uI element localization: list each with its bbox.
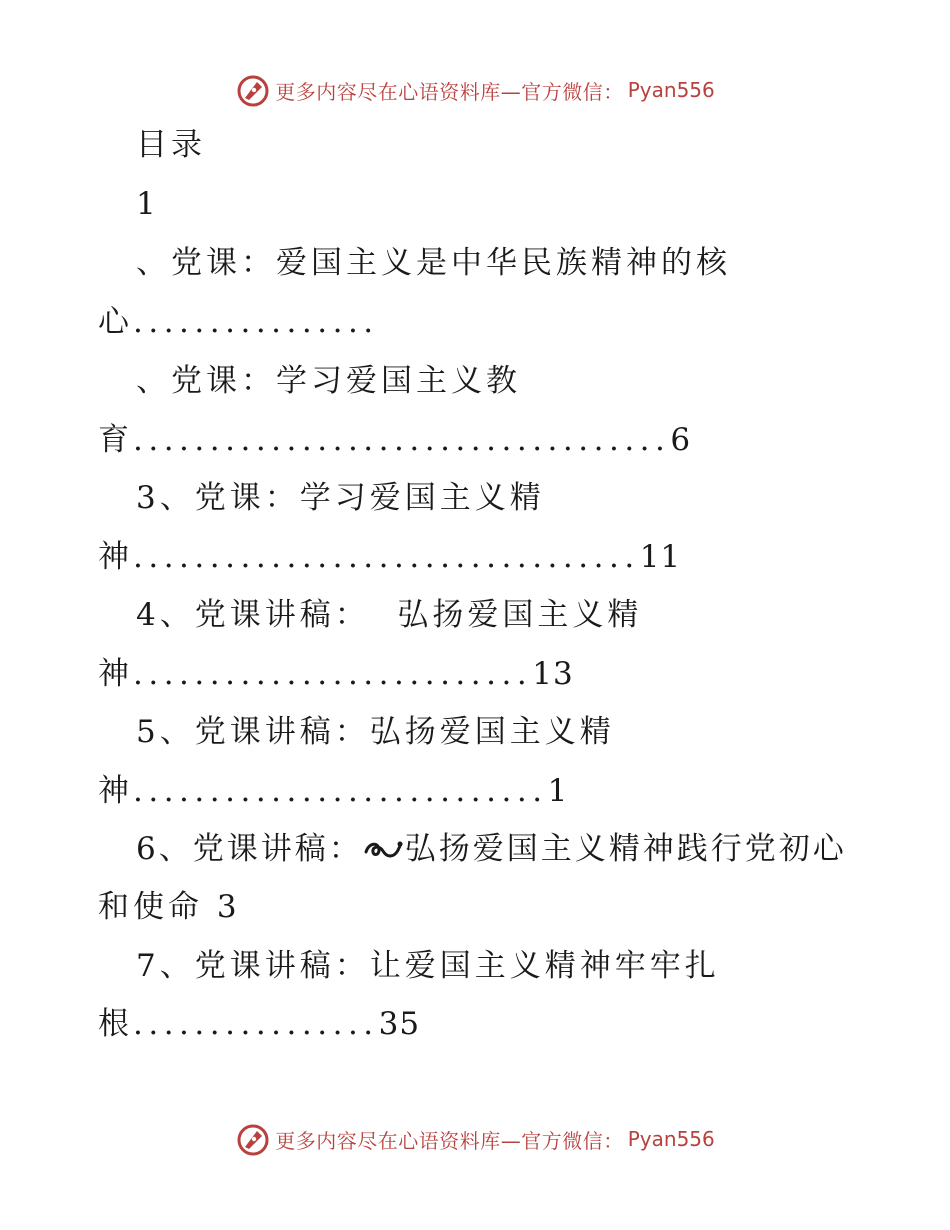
toc-entry-7-tail: 根................35 [98,1006,421,1042]
toc-entry-2-page: 6 [670,422,692,458]
toc-entry-3-tail: 神.................................11 [98,539,682,575]
toc-entry-7-page: 35 [378,1006,421,1042]
toc-entry-4-title: 4、党课讲稿： 弘扬爱国主义精 [136,597,643,633]
toc-entry-5-page: 1 [547,773,569,809]
toc-entry-6-page: 3 [216,889,238,925]
toc-entry-5-tail: 神...........................1 [98,773,569,809]
toc-entry-4-page: 13 [532,656,574,692]
pen-nib-logo-icon [235,72,271,108]
toc-entry-1-title: 、党课：爱国主义是中华民族精神的核 [136,245,731,281]
toc-entry-1-tail: 心................ [98,304,379,340]
toc-entry-5-title: 5、党课讲稿：弘扬爱国主义精 [136,714,615,750]
toc-first-number: 1 [136,186,160,222]
toc-entry-6-title: 6、党课讲稿： 弘扬爱国主义精神践行党初心 [136,831,847,867]
footer-banner-handle: Pyan556 [627,1127,715,1151]
toc-entry-2-title: 、党课：学习爱国主义教 [136,363,521,399]
pen-nib-logo-icon [235,1121,271,1157]
toc-entry-3-title: 3、党课：学习爱国主义精 [136,480,545,516]
toc-entry-4-tail: 神..........................13 [98,656,574,692]
footer-banner-text: 更多内容尽在心语资料库—官方微信： [275,1128,624,1153]
header-banner-handle: Pyan556 [627,78,715,102]
header-banner [0,70,950,110]
toc-entry-3-page: 11 [639,539,682,575]
toc-title: 目录 [136,127,206,163]
footer-banner [0,1119,950,1159]
toc-entry-6-tail: 和使命 3 [98,889,238,925]
header-banner-text: 更多内容尽在心语资料库—官方微信： [275,79,624,104]
swirl-ornament-icon [363,836,403,862]
toc-entry-7-title: 7、党课讲稿：让爱国主义精神牢牢扎 [136,948,720,984]
toc-entry-2-tail: 育...................................6 [98,422,692,458]
